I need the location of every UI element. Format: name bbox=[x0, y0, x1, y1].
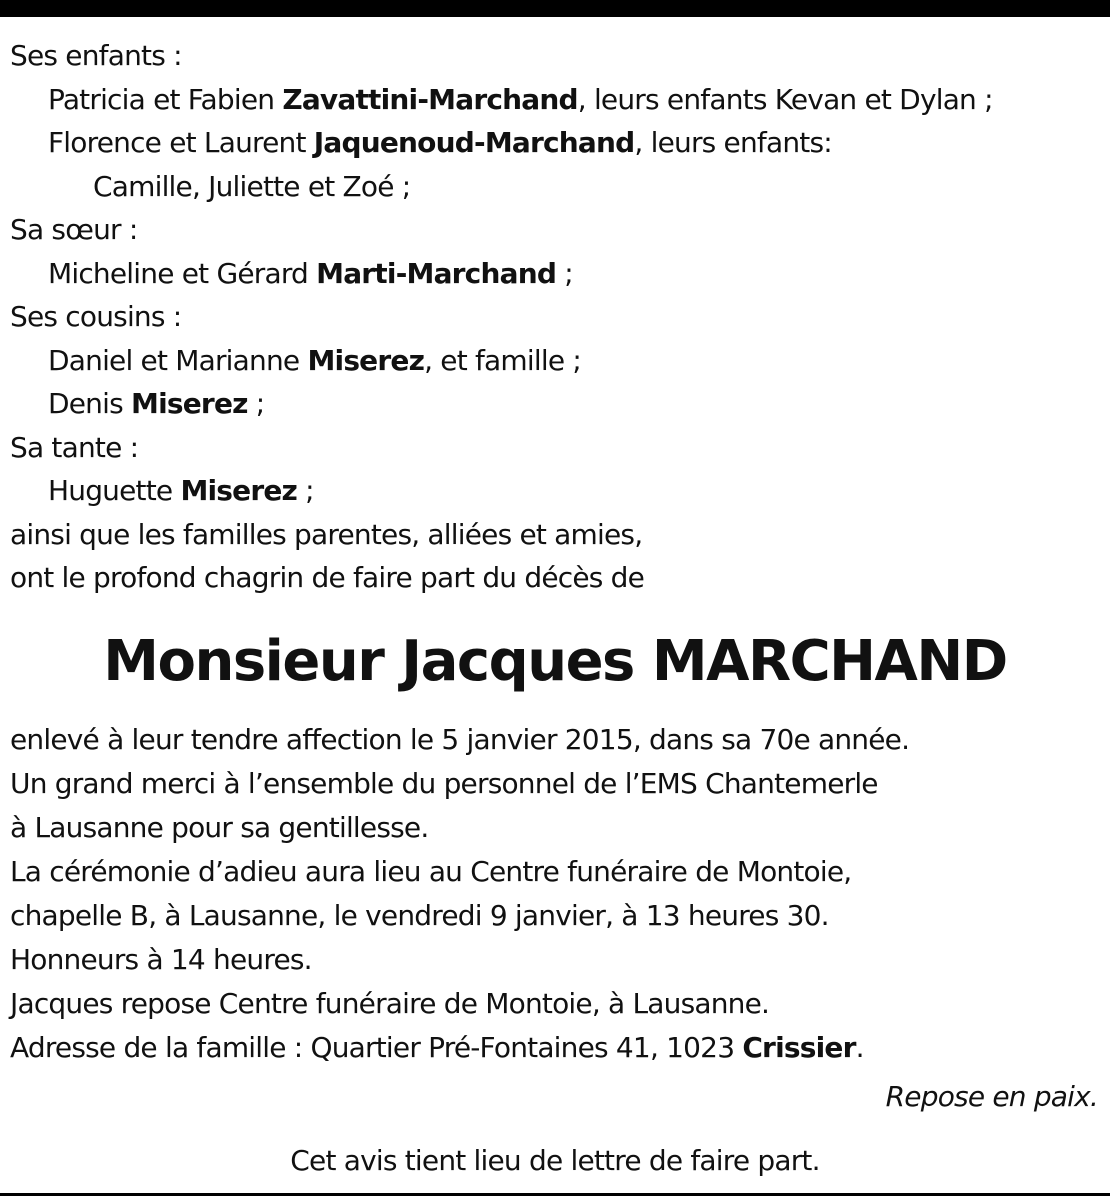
enfant-1-line bbox=[10, 78, 1100, 122]
cousin-1-line bbox=[10, 339, 1100, 383]
tante-given-name: Huguette bbox=[48, 474, 181, 507]
details-line-3: à Lausanne pour sa gentillesse. bbox=[10, 811, 429, 844]
soeur-surname: Marti-Marchand bbox=[316, 256, 557, 290]
tante-line bbox=[10, 469, 1100, 513]
cousin-1-surname: Miserez bbox=[307, 343, 425, 377]
cousin-1-suffix: , et famille ; bbox=[424, 343, 581, 377]
details-line-6: Honneurs à 14 heures. bbox=[10, 943, 312, 976]
details-line-5: chapelle B, à Lausanne, le vendredi 9 janvier, à 13 heures 30. bbox=[10, 899, 829, 932]
address-period: . bbox=[855, 1031, 864, 1064]
cousin-2-suffix: ; bbox=[247, 387, 265, 420]
enfant-2-children: Camille, Juliette et Zoé ; bbox=[93, 169, 411, 203]
cousin-2-line bbox=[10, 382, 1100, 426]
bottom-rule bbox=[0, 1193, 1110, 1196]
soeur-line bbox=[10, 252, 1100, 296]
soeur-given-names: Micheline et Gérard bbox=[48, 256, 317, 290]
cousin-1-given-names: Daniel et Marianne bbox=[48, 343, 308, 377]
details-line-7: Jacques repose Centre funéraire de Montoie, à Lausanne. bbox=[10, 987, 770, 1020]
enfant-2-line bbox=[10, 121, 1100, 165]
details-line-1: enlevé à leur tendre affection le 5 janvier 2015, dans sa 70e année. bbox=[10, 723, 910, 756]
notice-footer: Cet avis tient lieu de lettre de faire part. bbox=[290, 1144, 820, 1177]
enfant-1-given-names: Patricia et Fabien bbox=[48, 82, 283, 116]
family-list bbox=[10, 34, 1100, 600]
repose-en-paix: Repose en paix. bbox=[885, 1080, 1098, 1113]
address-city: Crissier bbox=[742, 1031, 856, 1064]
deceased-name: Monsieur Jacques MARCHAND bbox=[103, 629, 1007, 694]
enfant-2-given-names: Florence et Laurent bbox=[48, 126, 314, 159]
enfant-2-surname: Jaquenoud-Marchand bbox=[313, 126, 635, 159]
enfant-2-suffix: , leurs enfants: bbox=[634, 126, 832, 159]
enfants-heading: Ses enfants : bbox=[10, 39, 182, 72]
address-text: Adresse de la famille : Quartier Pré-Fontaines 41, 1023 bbox=[10, 1031, 743, 1064]
closing-line-2: ont le profond chagrin de faire part du décès de bbox=[10, 561, 645, 594]
soeur-heading: Sa sœur : bbox=[10, 213, 138, 246]
cousins-heading: Ses cousins : bbox=[10, 300, 182, 333]
family-address bbox=[10, 1026, 1100, 1070]
top-border-bar bbox=[0, 0, 1110, 17]
cousin-2-given-name: Denis bbox=[48, 387, 132, 420]
details-line-4: La cérémonie d’adieu aura lieu au Centre funéraire de Montoie, bbox=[10, 855, 852, 888]
announcement-details bbox=[10, 718, 1100, 1070]
details-line-2: Un grand merci à l’ensemble du personnel de l’EMS Chantemerle bbox=[10, 767, 878, 800]
enfant-1-surname: Zavattini-Marchand bbox=[282, 82, 578, 116]
tante-surname: Miserez bbox=[180, 474, 298, 507]
tante-suffix: ; bbox=[297, 474, 314, 507]
closing-line-1: ainsi que les familles parentes, alliées et amies, bbox=[10, 517, 643, 551]
tante-heading: Sa tante : bbox=[10, 430, 139, 464]
enfant-1-suffix: , leurs enfants Kevan et Dylan ; bbox=[577, 82, 993, 116]
cousin-2-surname: Miserez bbox=[131, 387, 248, 420]
soeur-suffix: ; bbox=[556, 256, 573, 290]
